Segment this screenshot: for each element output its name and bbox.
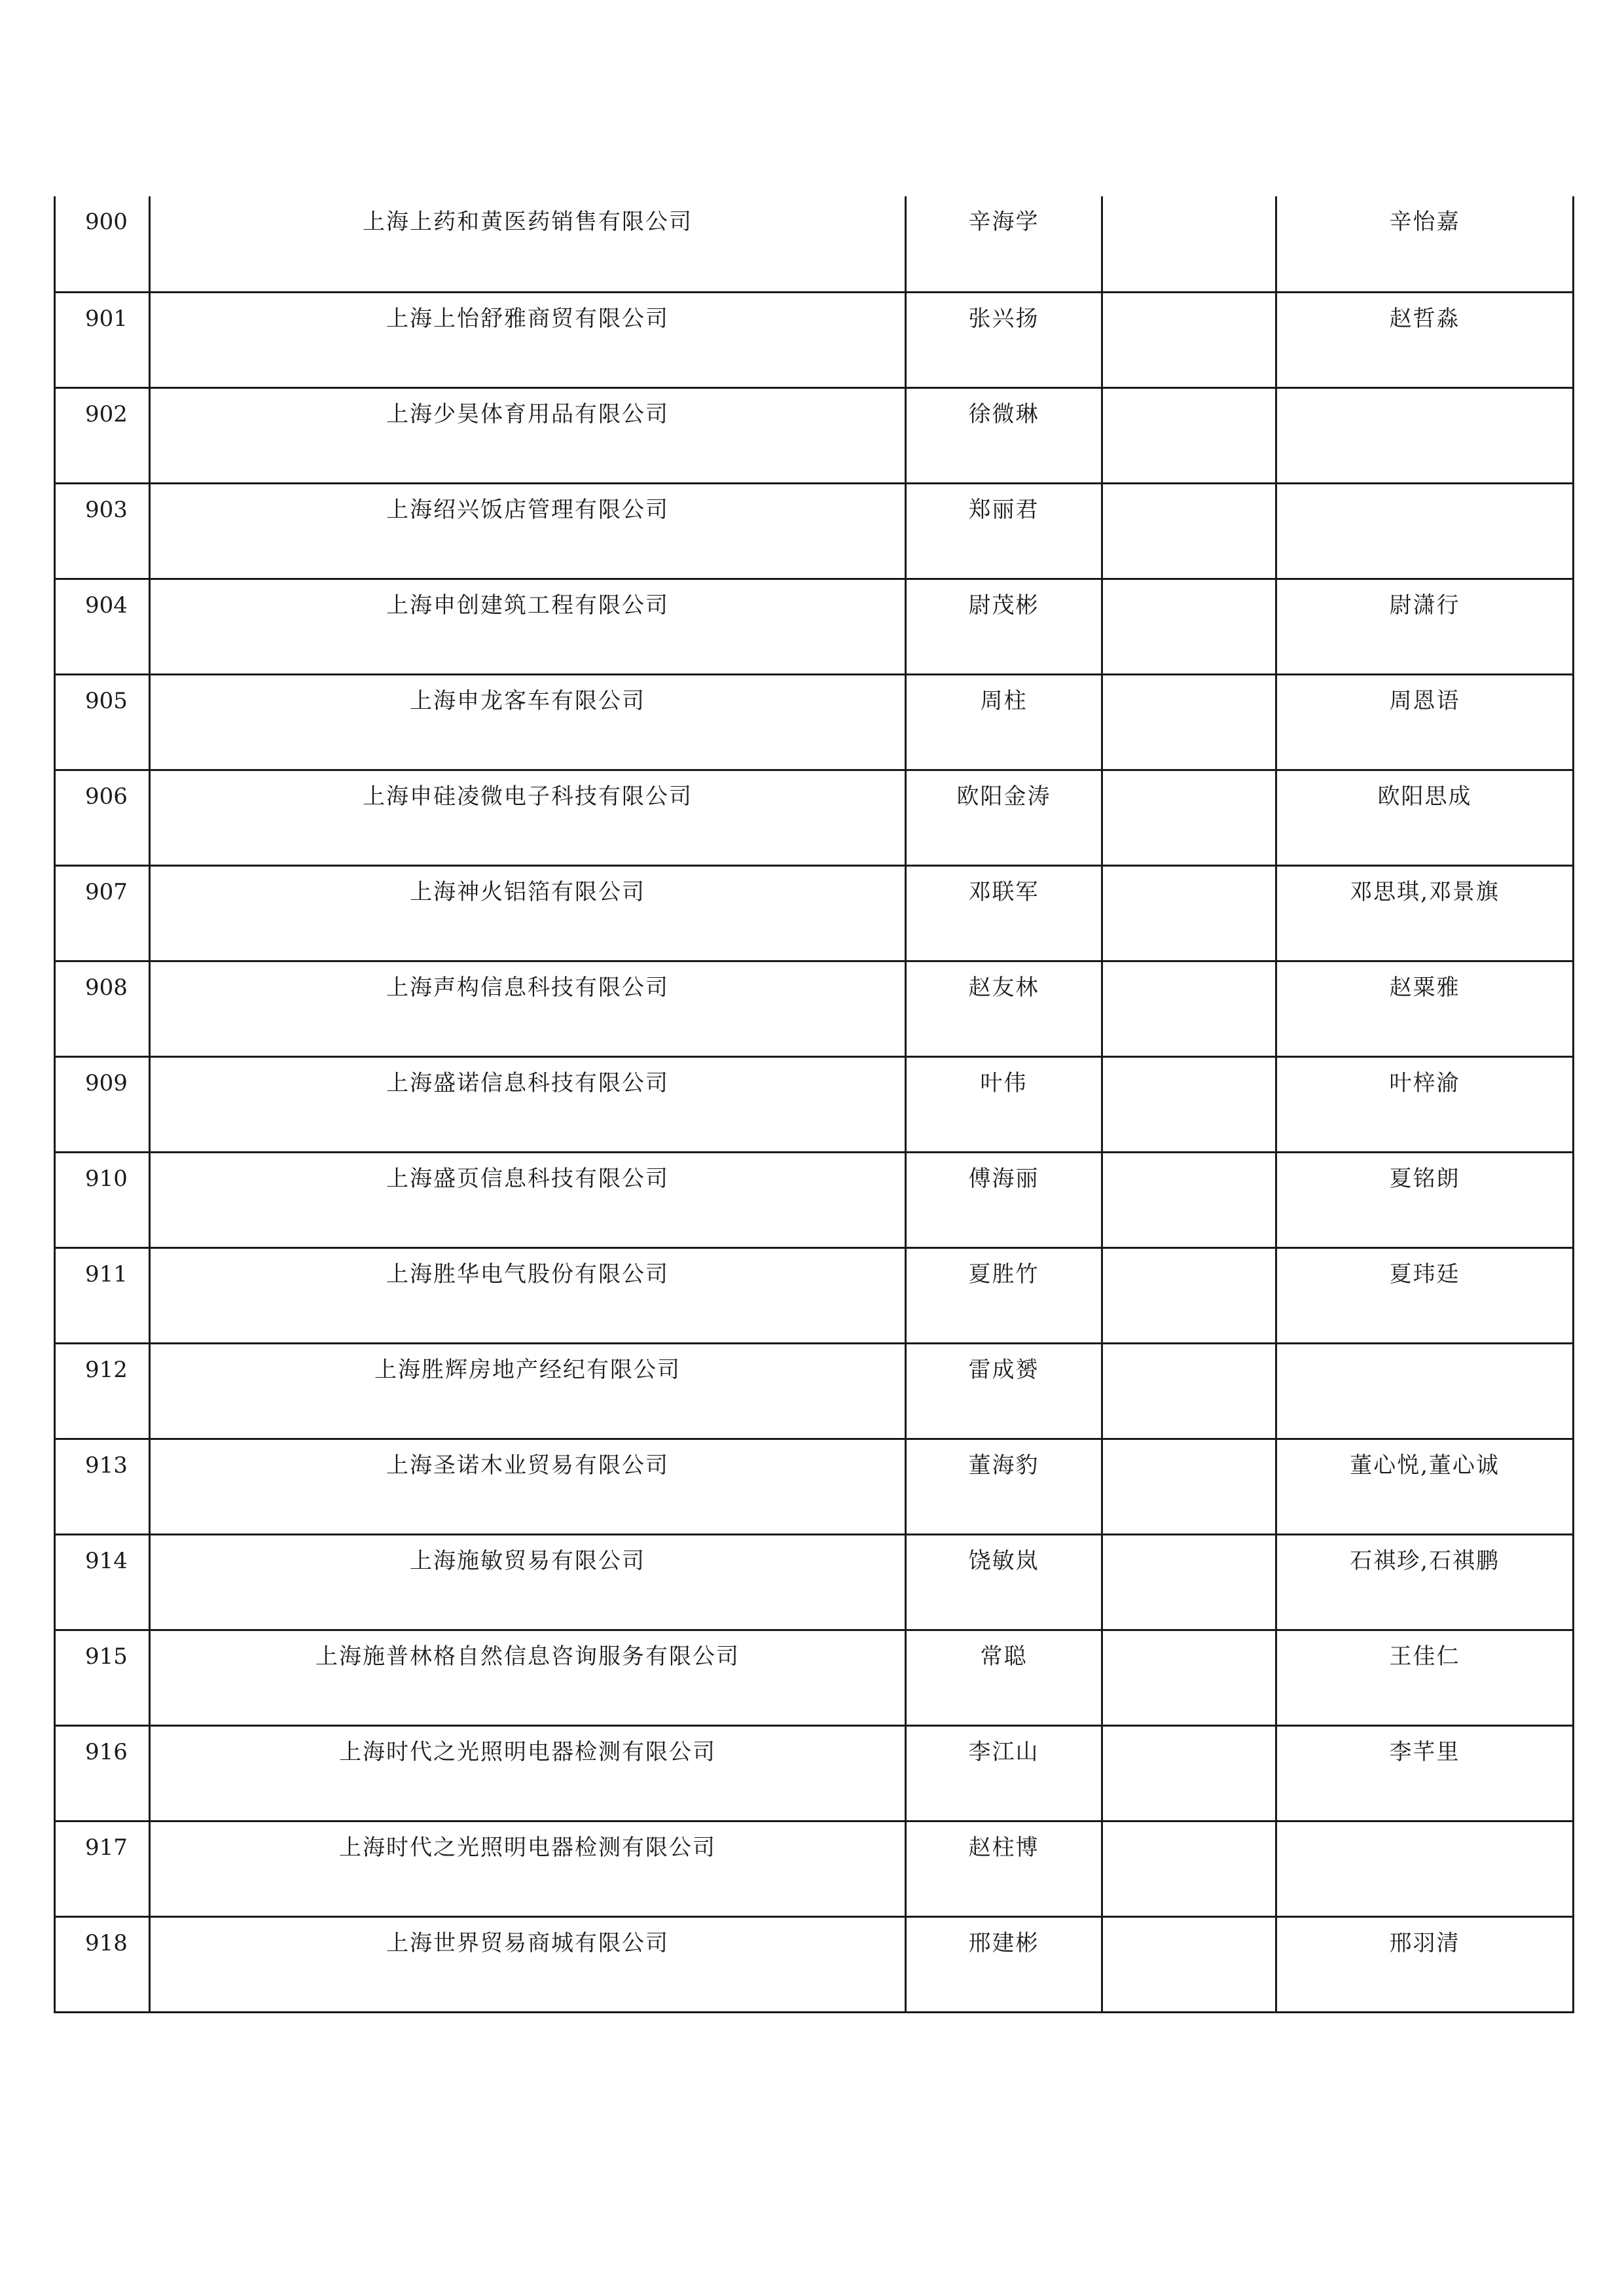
representative-cell: [906, 770, 1102, 865]
blank-cell-text: [1103, 1918, 1275, 1932]
children-names-cell-text: 石祺珍,石祺鹏: [1350, 1547, 1500, 1574]
blank-cell: [1102, 1247, 1276, 1343]
representative-cell-text: 李江山: [968, 1738, 1039, 1765]
blank-cell: [1102, 674, 1276, 770]
row-number-cell-text: 915: [85, 1643, 128, 1670]
blank-cell-text: [1103, 867, 1275, 881]
company-name-cell-text: 上海少昊体育用品有限公司: [386, 401, 669, 427]
representative-cell: [906, 1343, 1102, 1439]
blank-cell: [1102, 865, 1276, 961]
representative-cell: [906, 1630, 1102, 1725]
representative-cell: [906, 579, 1102, 674]
table-row: [55, 1439, 1574, 1534]
roster-table-container: [54, 196, 1572, 2013]
representative-cell-text: 邢建彬: [968, 1929, 1039, 1956]
representative-cell-text: 张兴扬: [968, 305, 1039, 332]
roster-table: [54, 196, 1574, 2013]
row-number-cell-text: 904: [85, 592, 128, 619]
representative-cell: [906, 387, 1102, 483]
company-name-cell: [150, 1247, 906, 1343]
children-names-cell: [1276, 1916, 1574, 2012]
company-name-cell-text: 上海上怡舒雅商贸有限公司: [386, 305, 669, 332]
table-row: [55, 483, 1574, 579]
representative-cell-text: 辛海学: [968, 209, 1039, 235]
children-names-cell-text: 叶梓渝: [1389, 1069, 1460, 1096]
representative-cell-text: 雷成赟: [968, 1356, 1039, 1383]
children-names-cell-text: [1277, 389, 1572, 403]
row-number-cell-text: 918: [85, 1929, 128, 1956]
row-number-cell-text: 908: [85, 974, 128, 1001]
row-number-cell-text: 902: [85, 401, 128, 427]
company-name-cell: [150, 770, 906, 865]
children-names-cell-text: 邓思琪,邓景旗: [1350, 878, 1500, 905]
children-names-cell: [1276, 292, 1574, 387]
company-name-cell-text: 上海盛诺信息科技有限公司: [386, 1069, 669, 1096]
row-number-cell: [55, 674, 150, 770]
row-number-cell: [55, 961, 150, 1056]
children-names-cell: [1276, 1056, 1574, 1152]
representative-cell-text: 周柱: [980, 687, 1028, 714]
children-names-cell: [1276, 579, 1574, 674]
children-names-cell: [1276, 1534, 1574, 1630]
representative-cell-text: 饶敏岚: [968, 1547, 1039, 1574]
blank-cell-text: [1103, 389, 1275, 403]
blank-cell-text: [1103, 1440, 1275, 1454]
company-name-cell-text: 上海施敏贸易有限公司: [410, 1547, 645, 1574]
blank-cell-text: [1103, 580, 1275, 594]
blank-cell-text: [1103, 484, 1275, 499]
blank-cell: [1102, 1630, 1276, 1725]
children-names-cell-text: 欧阳思成: [1377, 783, 1472, 810]
row-number-cell: [55, 387, 150, 483]
table-row: [55, 1152, 1574, 1247]
representative-cell-text: 赵柱博: [968, 1834, 1039, 1861]
company-name-cell: [150, 1343, 906, 1439]
company-name-cell: [150, 674, 906, 770]
children-names-cell: [1276, 483, 1574, 579]
children-names-cell-text: [1277, 1344, 1572, 1359]
children-names-cell-text: 赵哲淼: [1389, 305, 1460, 332]
company-name-cell: [150, 387, 906, 483]
row-number-cell: [55, 770, 150, 865]
row-number-cell-text: 900: [85, 209, 128, 235]
blank-cell: [1102, 1152, 1276, 1247]
blank-cell-text: [1103, 675, 1275, 690]
row-number-cell-text: 917: [85, 1834, 128, 1861]
representative-cell-text: 夏胜竹: [968, 1261, 1039, 1287]
children-names-cell-text: 董心悦,董心诚: [1350, 1452, 1500, 1479]
row-number-cell-text: 911: [85, 1261, 128, 1287]
blank-cell: [1102, 292, 1276, 387]
row-number-cell-text: 916: [85, 1738, 128, 1765]
representative-cell: [906, 1821, 1102, 1916]
table-row: [55, 1247, 1574, 1343]
children-names-cell-text: 周恩语: [1389, 687, 1460, 714]
row-number-cell: [55, 1152, 150, 1247]
row-number-cell-text: 912: [85, 1356, 128, 1383]
row-number-cell-text: 906: [85, 783, 128, 810]
row-number-cell-text: 910: [85, 1165, 128, 1192]
representative-cell: [906, 196, 1102, 292]
blank-cell-text: [1103, 1822, 1275, 1837]
row-number-cell-text: 907: [85, 878, 128, 905]
company-name-cell-text: 上海神火铝箔有限公司: [410, 878, 645, 905]
representative-cell-text: 叶伟: [980, 1069, 1028, 1096]
children-names-cell-text: 邢羽清: [1389, 1929, 1460, 1956]
blank-cell: [1102, 483, 1276, 579]
representative-cell-text: 徐微琳: [968, 401, 1039, 427]
company-name-cell-text: 上海上药和黄医药销售有限公司: [363, 209, 693, 235]
table-row: [55, 674, 1574, 770]
blank-cell-text: [1103, 771, 1275, 785]
representative-cell-text: 常聪: [980, 1643, 1028, 1670]
representative-cell-text: 赵友林: [968, 974, 1039, 1001]
children-names-cell: [1276, 674, 1574, 770]
company-name-cell-text: 上海申硅凌微电子科技有限公司: [363, 783, 693, 810]
company-name-cell: [150, 865, 906, 961]
children-names-cell: [1276, 387, 1574, 483]
company-name-cell-text: 上海世界贸易商城有限公司: [386, 1929, 669, 1956]
company-name-cell: [150, 1534, 906, 1630]
blank-cell-text: [1103, 1727, 1275, 1741]
company-name-cell-text: 上海胜辉房地产经纪有限公司: [374, 1356, 681, 1383]
representative-cell-text: 董海豹: [968, 1452, 1039, 1479]
company-name-cell-text: 上海绍兴饭店管理有限公司: [386, 496, 669, 523]
table-row: [55, 1534, 1574, 1630]
representative-cell: [906, 292, 1102, 387]
blank-cell: [1102, 196, 1276, 292]
representative-cell: [906, 1247, 1102, 1343]
blank-cell: [1102, 1725, 1276, 1821]
children-names-cell-text: 夏铭朗: [1389, 1165, 1460, 1192]
row-number-cell: [55, 1439, 150, 1534]
row-number-cell: [55, 292, 150, 387]
row-number-cell: [55, 1534, 150, 1630]
company-name-cell: [150, 1630, 906, 1725]
company-name-cell-text: 上海时代之光照明电器检测有限公司: [339, 1834, 716, 1861]
representative-cell-text: 欧阳金涛: [956, 783, 1051, 810]
row-number-cell: [55, 865, 150, 961]
company-name-cell: [150, 1439, 906, 1534]
company-name-cell-text: 上海申创建筑工程有限公司: [386, 592, 669, 619]
table-row: [55, 1821, 1574, 1916]
children-names-cell-text: [1277, 484, 1572, 499]
company-name-cell: [150, 579, 906, 674]
table-row: [55, 196, 1574, 292]
table-row: [55, 770, 1574, 865]
representative-cell-text: 尉茂彬: [968, 592, 1039, 619]
blank-cell: [1102, 1534, 1276, 1630]
blank-cell-text: [1103, 1344, 1275, 1359]
company-name-cell-text: 上海盛页信息科技有限公司: [386, 1165, 669, 1192]
children-names-cell: [1276, 1343, 1574, 1439]
company-name-cell-text: 上海时代之光照明电器检测有限公司: [339, 1738, 716, 1765]
blank-cell-text: [1103, 1535, 1275, 1550]
company-name-cell-text: 上海胜华电气股份有限公司: [386, 1261, 669, 1287]
children-names-cell-text: 尉潇行: [1389, 592, 1460, 619]
company-name-cell: [150, 483, 906, 579]
blank-cell: [1102, 1343, 1276, 1439]
representative-cell: [906, 865, 1102, 961]
children-names-cell: [1276, 1439, 1574, 1534]
table-row: [55, 865, 1574, 961]
representative-cell: [906, 961, 1102, 1056]
children-names-cell-text: 王佳仁: [1389, 1643, 1460, 1670]
row-number-cell: [55, 1056, 150, 1152]
representative-cell: [906, 674, 1102, 770]
row-number-cell-text: 901: [85, 305, 128, 332]
company-name-cell-text: 上海申龙客车有限公司: [410, 687, 645, 714]
row-number-cell-text: 905: [85, 687, 128, 714]
row-number-cell: [55, 483, 150, 579]
company-name-cell: [150, 196, 906, 292]
representative-cell-text: 郑丽君: [968, 496, 1039, 523]
row-number-cell: [55, 1821, 150, 1916]
children-names-cell-text: 夏玮廷: [1389, 1261, 1460, 1287]
company-name-cell: [150, 1725, 906, 1821]
representative-cell: [906, 1439, 1102, 1534]
table-row: [55, 292, 1574, 387]
blank-cell-text: [1103, 1058, 1275, 1072]
children-names-cell-text: 赵粟雅: [1389, 974, 1460, 1001]
blank-cell: [1102, 1821, 1276, 1916]
row-number-cell-text: 903: [85, 496, 128, 523]
company-name-cell: [150, 1152, 906, 1247]
blank-cell: [1102, 1056, 1276, 1152]
blank-cell-text: [1103, 293, 1275, 308]
row-number-cell: [55, 579, 150, 674]
children-names-cell: [1276, 1247, 1574, 1343]
representative-cell-text: 傅海丽: [968, 1165, 1039, 1192]
row-number-cell-text: 914: [85, 1547, 128, 1574]
representative-cell: [906, 1152, 1102, 1247]
children-names-cell: [1276, 1152, 1574, 1247]
representative-cell: [906, 1725, 1102, 1821]
blank-cell: [1102, 387, 1276, 483]
table-row: [55, 1343, 1574, 1439]
representative-cell: [906, 1056, 1102, 1152]
blank-cell-text: [1103, 962, 1275, 977]
children-names-cell: [1276, 1725, 1574, 1821]
blank-cell: [1102, 1439, 1276, 1534]
blank-cell: [1102, 579, 1276, 674]
company-name-cell-text: 上海声构信息科技有限公司: [386, 974, 669, 1001]
row-number-cell: [55, 1630, 150, 1725]
table-row: [55, 387, 1574, 483]
blank-cell-text: [1103, 196, 1275, 211]
blank-cell: [1102, 961, 1276, 1056]
row-number-cell-text: 913: [85, 1452, 128, 1479]
representative-cell: [906, 483, 1102, 579]
children-names-cell: [1276, 1821, 1574, 1916]
representative-cell-text: 邓联军: [968, 878, 1039, 905]
children-names-cell-text: 李芊里: [1389, 1738, 1460, 1765]
table-row: [55, 1630, 1574, 1725]
company-name-cell: [150, 1056, 906, 1152]
blank-cell: [1102, 1916, 1276, 2012]
children-names-cell: [1276, 196, 1574, 292]
children-names-cell: [1276, 1630, 1574, 1725]
row-number-cell: [55, 1725, 150, 1821]
children-names-cell-text: [1277, 1822, 1572, 1837]
blank-cell-text: [1103, 1631, 1275, 1645]
children-names-cell-text: 辛怡嘉: [1389, 209, 1460, 235]
company-name-cell-text: 上海圣诺木业贸易有限公司: [386, 1452, 669, 1479]
children-names-cell: [1276, 961, 1574, 1056]
roster-table-body: [55, 196, 1574, 2012]
row-number-cell: [55, 1916, 150, 2012]
company-name-cell: [150, 1821, 906, 1916]
children-names-cell: [1276, 865, 1574, 961]
table-row: [55, 1056, 1574, 1152]
blank-cell-text: [1103, 1153, 1275, 1168]
row-number-cell: [55, 196, 150, 292]
table-row: [55, 1916, 1574, 2012]
company-name-cell: [150, 961, 906, 1056]
row-number-cell: [55, 1247, 150, 1343]
table-row: [55, 579, 1574, 674]
representative-cell: [906, 1916, 1102, 2012]
children-names-cell: [1276, 770, 1574, 865]
company-name-cell-text: 上海施普林格自然信息咨询服务有限公司: [316, 1643, 740, 1670]
row-number-cell: [55, 1343, 150, 1439]
representative-cell: [906, 1534, 1102, 1630]
row-number-cell-text: 909: [85, 1069, 128, 1096]
table-row: [55, 961, 1574, 1056]
blank-cell: [1102, 770, 1276, 865]
company-name-cell: [150, 1916, 906, 2012]
table-row: [55, 1725, 1574, 1821]
company-name-cell: [150, 292, 906, 387]
blank-cell-text: [1103, 1249, 1275, 1263]
